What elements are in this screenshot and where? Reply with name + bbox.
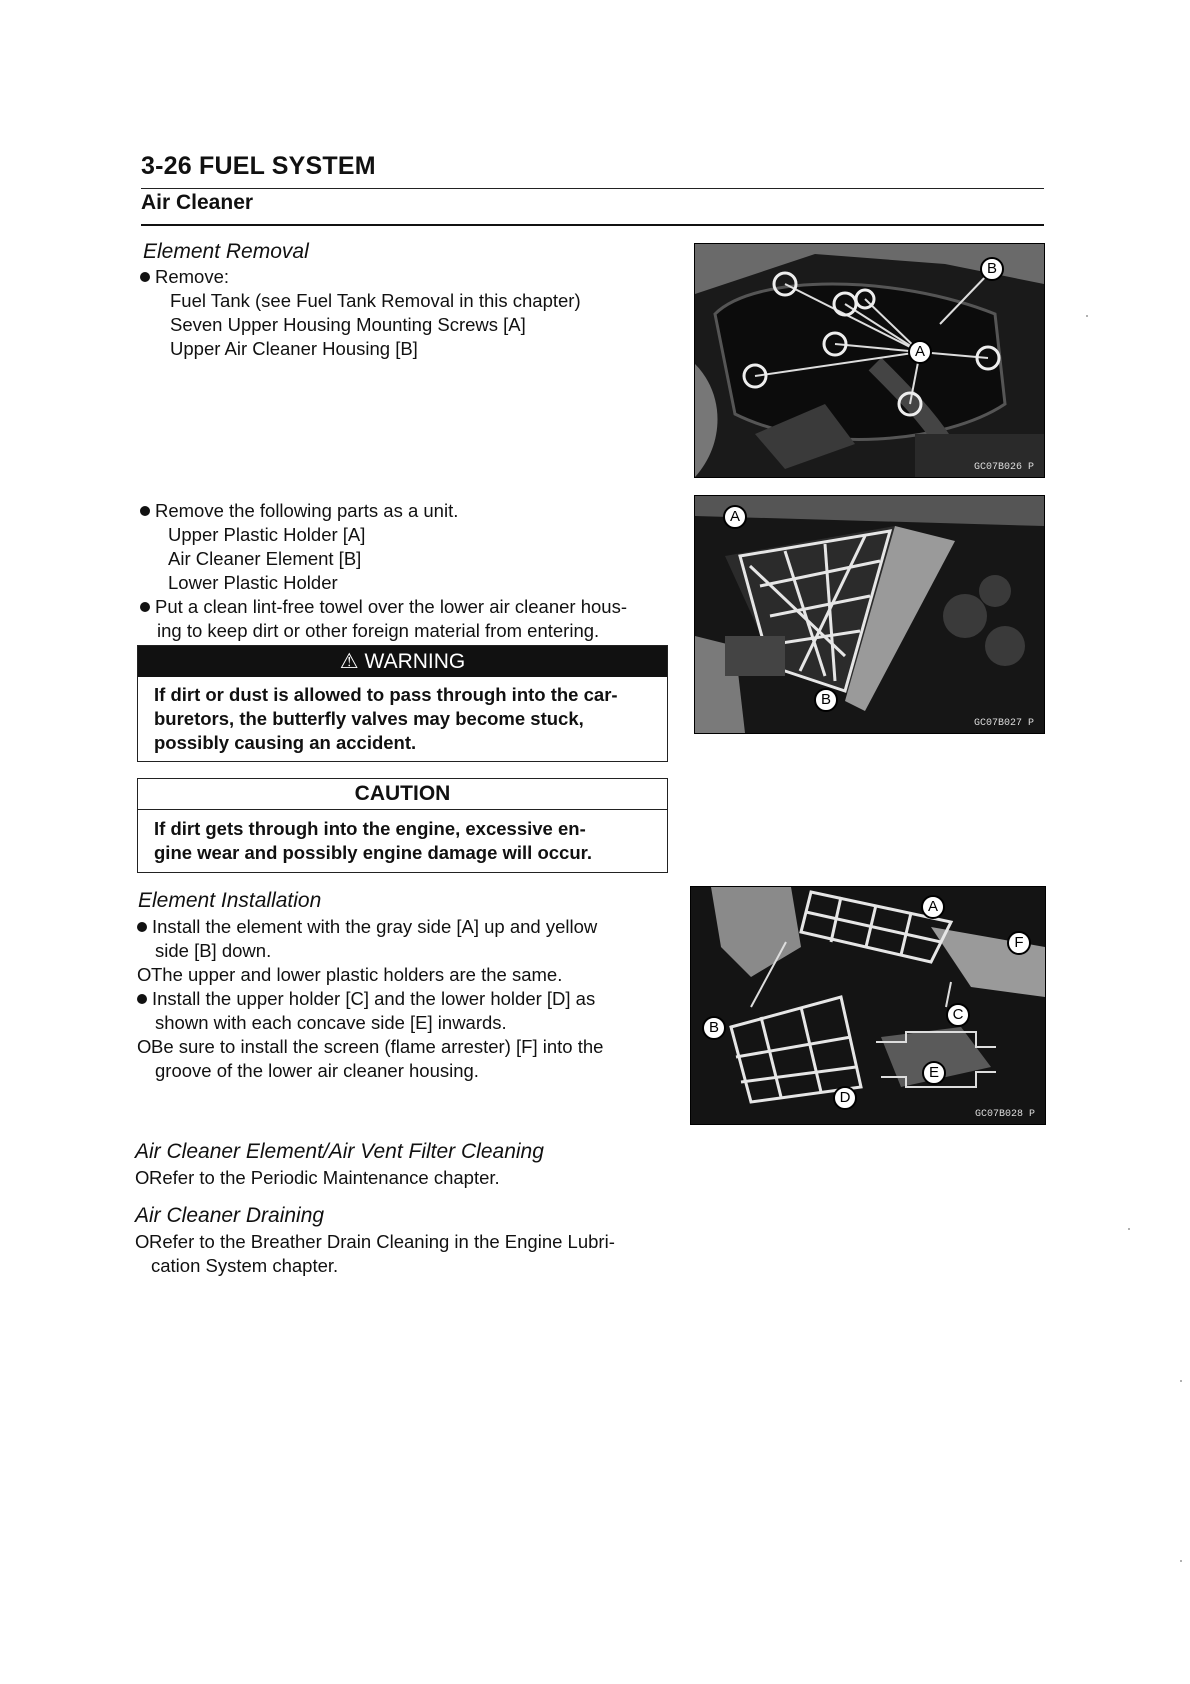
scan-speck bbox=[1180, 1560, 1182, 1562]
list-item: Upper Plastic Holder [A] bbox=[168, 524, 366, 545]
scan-speck bbox=[1086, 315, 1088, 317]
callout-b: B bbox=[814, 688, 838, 712]
scan-speck bbox=[1128, 1228, 1130, 1230]
photo-element-installation bbox=[690, 886, 1046, 1125]
section-title: Air Cleaner bbox=[141, 191, 254, 214]
bullet-step: Put a clean lint-free towel over the lower air cleaner hous- bbox=[140, 595, 627, 618]
list-item: Seven Upper Housing Mounting Screws [A] bbox=[170, 314, 526, 335]
bullet-icon bbox=[140, 272, 150, 282]
header-rule bbox=[141, 188, 1044, 189]
operation-marker: O bbox=[137, 964, 152, 985]
section-rule bbox=[141, 224, 1044, 226]
scan-speck bbox=[1180, 1380, 1182, 1382]
bullet-icon bbox=[137, 994, 147, 1004]
operation-note: ORefer to the Breather Drain Cleaning in the Engine Lubri- bbox=[135, 1231, 615, 1252]
subheading-draining: Air Cleaner Draining bbox=[135, 1204, 325, 1227]
photo-code: GC07B026 P bbox=[973, 462, 1034, 473]
operation-note: OBe sure to install the screen (flame arrester) [F] into the bbox=[137, 1036, 604, 1057]
callout-a: A bbox=[723, 505, 747, 529]
bullet-continuation: shown with each concave side [E] inwards. bbox=[155, 1012, 507, 1033]
bullet-continuation: ing to keep dirt or other foreign material from entering. bbox=[157, 620, 600, 641]
warning-triangle-icon: ⚠ bbox=[339, 650, 359, 673]
bullet-icon bbox=[137, 922, 147, 932]
callout-f: F bbox=[1007, 931, 1031, 955]
list-item: Upper Air Cleaner Housing [B] bbox=[170, 338, 418, 359]
photo-air-cleaner-element-image bbox=[695, 496, 1044, 733]
list-item: Lower Plastic Holder bbox=[168, 572, 338, 593]
callout-c: C bbox=[946, 1003, 970, 1027]
subheading-element-installation: Element Installation bbox=[138, 889, 322, 912]
operation-note: OThe upper and lower plastic holders are the same. bbox=[137, 964, 563, 985]
page-header: 3-26 FUEL SYSTEM bbox=[141, 152, 376, 180]
bullet-step: Install the upper holder [C] and the lower holder [D] as bbox=[137, 987, 595, 1010]
operation-continuation: groove of the lower air cleaner housing. bbox=[155, 1060, 479, 1081]
photo-code: GC07B027 P bbox=[973, 718, 1034, 729]
callout-d: D bbox=[833, 1086, 857, 1110]
operation-marker: O bbox=[137, 1036, 152, 1057]
photo-air-cleaner-element bbox=[694, 495, 1045, 734]
subheading-cleaning: Air Cleaner Element/Air Vent Filter Cleaning bbox=[135, 1140, 544, 1163]
caution-header: CAUTION bbox=[138, 779, 667, 810]
caution-box bbox=[137, 778, 668, 873]
bullet-continuation: side [B] down. bbox=[155, 940, 272, 961]
callout-e: E bbox=[922, 1061, 946, 1085]
operation-marker: O bbox=[135, 1231, 150, 1252]
subheading-element-removal: Element Removal bbox=[143, 240, 309, 263]
callout-a: A bbox=[908, 340, 932, 364]
operation-continuation: cation System chapter. bbox=[151, 1255, 339, 1276]
callout-a: A bbox=[921, 895, 945, 919]
bullet-icon bbox=[140, 602, 150, 612]
callout-b: B bbox=[980, 257, 1004, 281]
operation-note: ORefer to the Periodic Maintenance chapter. bbox=[135, 1167, 500, 1188]
bullet-step: Remove: bbox=[140, 265, 229, 288]
warning-header: ⚠ WARNING bbox=[138, 646, 667, 677]
list-item: Air Cleaner Element [B] bbox=[168, 548, 362, 569]
warning-box bbox=[137, 645, 668, 762]
photo-code: GC07B028 P bbox=[974, 1109, 1035, 1120]
bullet-step: Install the element with the gray side [A] up and yellow bbox=[137, 915, 597, 938]
bullet-step: Remove the following parts as a unit. bbox=[140, 499, 458, 522]
photo-element-installation-image bbox=[691, 887, 1045, 1124]
callout-b: B bbox=[702, 1016, 726, 1040]
bullet-icon bbox=[140, 506, 150, 516]
list-item: Fuel Tank (see Fuel Tank Removal in this chapter) bbox=[170, 290, 581, 311]
photo-upper-housing bbox=[694, 243, 1045, 478]
operation-marker: O bbox=[135, 1167, 150, 1188]
warning-text: If dirt or dust is allowed to pass through into the car- buretors, the butterfly valves may become stuck, possibly causing an accident. bbox=[154, 684, 618, 753]
caution-text: If dirt gets through into the engine, excessive en- gine wear and possibly engine damage will occur. bbox=[154, 818, 592, 863]
